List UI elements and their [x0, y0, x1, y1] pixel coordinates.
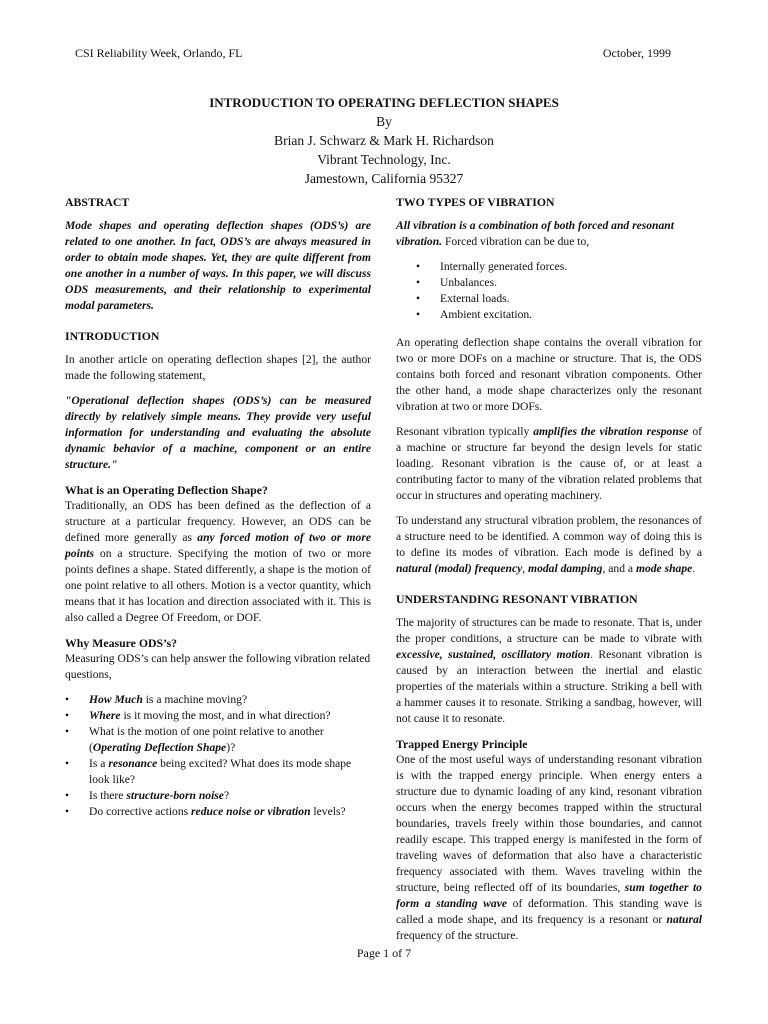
left-column [65, 194, 371, 830]
text-span: Forced vibration can be due to, [442, 235, 590, 248]
list-item [65, 788, 371, 804]
emphasis: How Much [89, 693, 143, 706]
organization: Vibrant Technology, Inc. [317, 152, 451, 167]
text-span: Traditionally, an ODS has been defined as the deflection of a structure at a particular frequency. However, an ODS can be defined more generally as [65, 499, 371, 544]
running-header [75, 45, 671, 61]
emphasis: reduce noise or vibration [191, 805, 311, 818]
abstract-heading: ABSTRACT [65, 195, 130, 209]
list-item [396, 275, 702, 291]
list-item [65, 692, 371, 708]
text-span: levels? [310, 805, 346, 818]
text-span: frequency of the structure. [396, 929, 519, 942]
resonant-text [396, 424, 702, 504]
introduction-quote: "Operational deflection shapes (ODS’s) can be measured directly by relatively simple means. They provide very useful information for understanding and evaluating the absolute dynamic behavior of a machine, component or an entire structure." [65, 394, 371, 471]
trapped-energy-text [396, 752, 702, 944]
emphasis: sum together to form a standing wave [396, 881, 702, 910]
text-span: Unbalances. [440, 276, 497, 289]
why-measure-heading: Why Measure ODS’s? [65, 636, 178, 650]
emphasis: Where [89, 709, 121, 722]
text-span: Ambient excitation. [440, 308, 533, 321]
text-span: , [522, 562, 529, 575]
ods-text: An operating deflection shape contains the overall vibration for two or more DOFs on a machine or structure. That is, the ODS contains both forced and resonant vibration components. Other the other hand, a mode shape characterizes only the resonant vibration at two or more DOFs. [396, 336, 702, 413]
list-item [65, 724, 371, 756]
bullet-icon: • [65, 757, 70, 770]
text-span: What is the motion of one point relative to another ( [89, 725, 324, 754]
emphasis: structure-born noise [126, 789, 224, 802]
emphasis: All vibration is a combination of both forced and resonant vibration. [396, 219, 674, 248]
bullet-icon: • [416, 308, 421, 321]
what-is-ods-text [65, 498, 371, 626]
introduction-heading: INTRODUCTION [65, 329, 160, 343]
text-span: External loads. [440, 292, 510, 305]
list-item [65, 804, 371, 820]
bullet-icon: • [65, 725, 70, 738]
text-span: Do corrective actions [89, 805, 192, 818]
bullet-icon: • [65, 805, 70, 818]
list-item [65, 756, 371, 788]
text-span: . Resonant vibration is caused by an interaction between the inertial and elastic properties of the materials within a structure. Striking a bell with a hammer causes it to resonate. Striking a sandbag, however, will not cause it to resonate. [396, 648, 702, 725]
why-measure-text: Measuring ODS’s can help answer the following vibration related questions, [65, 652, 371, 681]
text-span: )? [226, 741, 236, 754]
bullet-icon: • [65, 693, 70, 706]
understanding-resonant-heading: UNDERSTANDING RESONANT VIBRATION [396, 592, 638, 606]
list-item [396, 307, 702, 323]
header-conference: CSI Reliability Week, Orlando, FL [75, 46, 243, 60]
text-span: being excited? What does its mode shape look like? [89, 757, 352, 786]
right-column [396, 194, 702, 953]
list-item [396, 259, 702, 275]
text-span: Is a [89, 757, 109, 770]
emphasis: natural (modal) frequency [396, 562, 523, 575]
emphasis: excessive, sustained, oscillatory motion [396, 648, 591, 661]
two-types-heading: TWO TYPES OF VIBRATION [396, 195, 555, 209]
bullet-icon: • [416, 260, 421, 273]
emphasis: modal damping [528, 562, 603, 575]
emphasis: mode shape [635, 562, 693, 575]
emphasis: natural [666, 913, 702, 926]
text-span: Internally generated forces. [440, 260, 568, 273]
paper-title: INTRODUCTION TO OPERATING DEFLECTION SHAPES [209, 95, 559, 110]
text-span: is it moving the most, and in what direction? [120, 709, 331, 722]
text-span: of deformation. This standing wave is called a mode shape, and its frequency is a resonant or [396, 897, 702, 926]
byline: By [376, 114, 392, 129]
text-span: ? [223, 789, 230, 802]
emphasis: resonance [108, 757, 158, 770]
trapped-energy-heading: Trapped Energy Principle [396, 737, 528, 751]
bullet-icon: • [65, 789, 70, 802]
text-span: on a structure. Specifying the motion of two or more points defines a shape. Stated differently, a shape is the motion of one point relative to all others. Motion is a vector quantity, which means that it has location and direction associated with it. This is also called a Degree Of Freedom, or DOF. [65, 547, 371, 624]
text-span: , and a [602, 562, 636, 575]
introduction-text: In another article on operating deflection shapes [2], the author made the following statement, [65, 353, 371, 382]
text-span: Is there [89, 789, 127, 802]
text-span: The majority of structures can be made to resonate. That is, under the proper conditions, a structure can be made to vibrate with [396, 616, 702, 645]
question-list [65, 692, 371, 820]
abstract-text: Mode shapes and operating deflection shapes (ODS’s) are related to one another. In fact, ODS’s are always measured in order to obtain mode shapes. Yet, they are quite different from one another in a number of ways. In this paper, we will discuss ODS measurements, and their relationship to experimental modal parameters. [65, 219, 371, 312]
address: Jamestown, California 95327 [304, 171, 464, 186]
authors: Brian J. Schwarz & Mark H. Richardson [274, 133, 494, 148]
emphasis: any forced motion of two or more points [65, 531, 372, 560]
list-item [396, 291, 702, 307]
bullet-icon: • [416, 276, 421, 289]
header-date: October, 1999 [602, 46, 671, 60]
forced-vibration-list [396, 259, 702, 323]
title-block [0, 93, 768, 188]
what-is-ods-heading: What is an Operating Deflection Shape? [65, 483, 268, 497]
understanding-resonant-text [396, 615, 702, 727]
text-span: To understand any structural vibration problem, the resonances of a structure need to be identified. A common way of doing this is to define its modes of vibration. Each mode is defined by a [396, 514, 702, 559]
two-types-text [396, 218, 702, 250]
bullet-icon: • [416, 292, 421, 305]
understand-text [396, 513, 702, 577]
emphasis: Operating Deflection Shape [92, 741, 227, 754]
text-span: . [692, 562, 696, 575]
page-number: Page 1 of 7 [356, 946, 412, 960]
emphasis: amplifies the vibration response [533, 425, 689, 438]
list-item [65, 708, 371, 724]
text-span: Resonant vibration typically [396, 425, 534, 438]
text-span: One of the most useful ways of understanding resonant vibration is with the trapped energy principle. When energy enters a structure due to dynamic loading of any kind, resonant vibration occurs when the energy becomes trapped within the structural boundaries, travels freely within those boundaries, and cannot readily escape. This trapped energy is manifested in the form of traveling waves of deformation that also have a characteristic frequency associated with them. Waves traveling within the structure, being reflected off of its boundaries, [396, 753, 702, 894]
text-span: of a machine or structure far beyond the design levels for static loading. Resonant vibration is the cause of, or at least a contributing factor to many of the vibration related problems that occur in structures and operating machinery. [396, 425, 702, 502]
text-span: is a machine moving? [142, 693, 248, 706]
bullet-icon: • [65, 709, 70, 722]
